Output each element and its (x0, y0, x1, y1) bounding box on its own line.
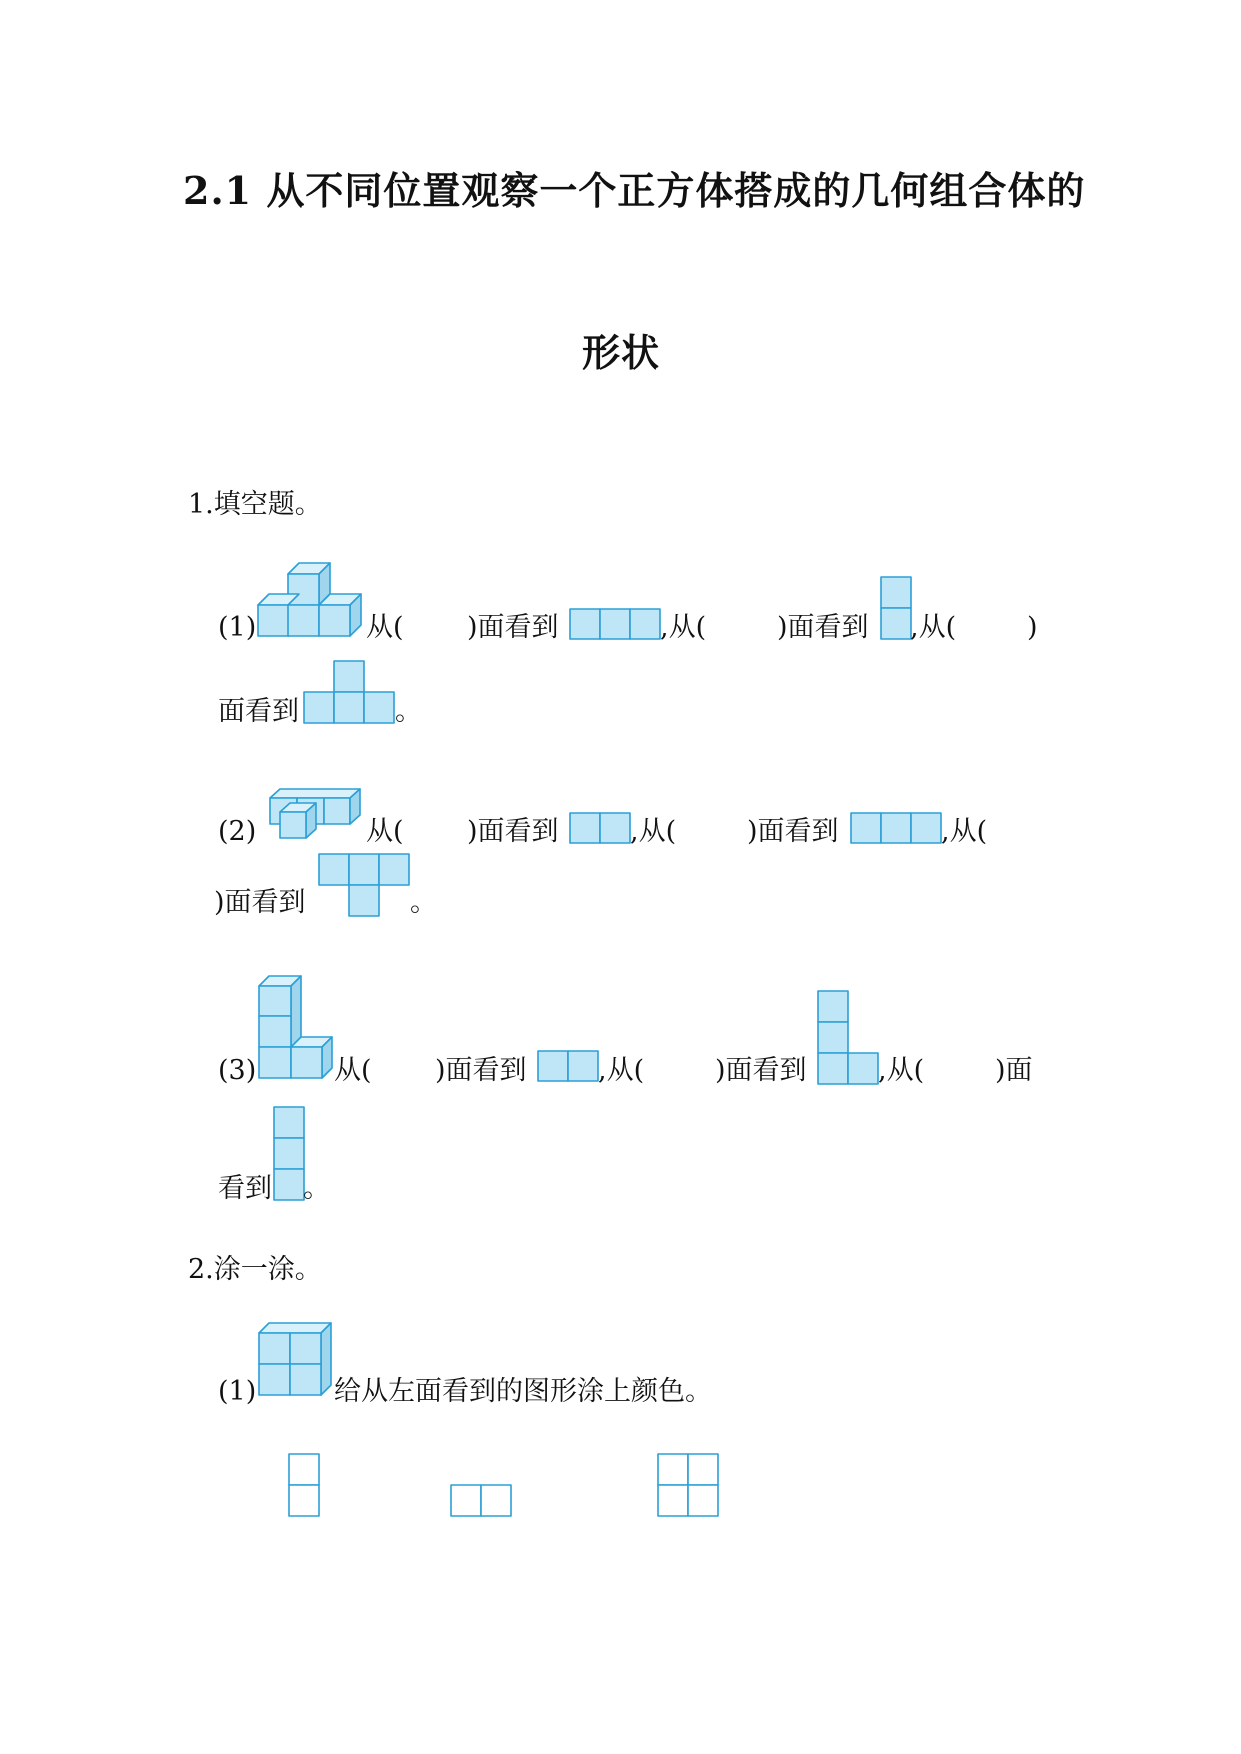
q3-label: (3) (218, 1055, 257, 1086)
q3-text-view-1: )面看到 (435, 1055, 527, 1086)
q3-text-face: )面 (995, 1055, 1033, 1086)
q2-text-view-2: )面看到 (747, 816, 839, 847)
q1-text-view-1: )面看到 (467, 612, 559, 643)
section-2-heading: 2.涂一涂。 (188, 1254, 322, 1285)
q2-text-from-3: ,从( (941, 816, 988, 847)
q1-text-view-3: 面看到 (218, 696, 299, 727)
paint-q1-solid-figure (258, 1322, 338, 1402)
paint-option-square-of-four[interactable] (657, 1453, 723, 1519)
q2-view-row-of-two (569, 811, 635, 846)
q3-view-row-of-two (537, 1049, 603, 1084)
q3-text-view-3: 看到 (218, 1173, 272, 1204)
q3-text-period: 。 (303, 1173, 330, 1204)
paint-option-column-of-two[interactable] (288, 1453, 322, 1519)
paint-q1-label: (1) (218, 1376, 257, 1407)
q1-view-t-shape (303, 660, 399, 726)
q2-text-from-1: 从( (366, 816, 404, 847)
q1-text-period: 。 (395, 696, 422, 727)
q3-text-from-2: ,从( (598, 1055, 645, 1086)
q2-label: (2) (218, 816, 257, 847)
section-1-heading: 1.填空题。 (188, 489, 322, 520)
q3-view-column-of-three (273, 1106, 307, 1202)
page-title-line1: 2.1 从不同位置观察一个正方体搭成的几何组合体的 (183, 168, 1086, 213)
q3-solid-figure (258, 975, 338, 1087)
q1-text-from-1: 从( (366, 612, 404, 643)
page-title-line2: 形状 (582, 330, 661, 375)
q1-text-from-2: ,从( (660, 612, 707, 643)
q3-text-from-3: ,从( (878, 1055, 925, 1086)
q1-view-row-of-three (569, 607, 665, 642)
q2-text-period: 。 (410, 887, 437, 918)
q1-view-column-of-two (880, 576, 914, 642)
q2-text-view-1: )面看到 (467, 816, 559, 847)
q2-solid-figure (258, 788, 368, 848)
q2-view-row-of-three (850, 811, 946, 846)
q3-text-from-1: 从( (334, 1055, 372, 1086)
q2-view-t-shape (318, 853, 414, 919)
q1-solid-figure (258, 562, 368, 640)
q3-text-view-2: )面看到 (715, 1055, 807, 1086)
q1-text-close-paren: ) (1027, 612, 1038, 643)
paint-q1-instruction: 给从左面看到的图形涂上颜色。 (334, 1376, 712, 1407)
q1-label: (1) (218, 612, 257, 643)
q1-text-view-2: )面看到 (777, 612, 869, 643)
q1-text-from-3: ,从( (910, 612, 957, 643)
q2-text-from-2: ,从( (630, 816, 677, 847)
paint-option-row-of-two[interactable] (450, 1484, 516, 1519)
q3-view-l-shape (817, 990, 883, 1086)
q2-text-view-3: )面看到 (214, 887, 306, 918)
